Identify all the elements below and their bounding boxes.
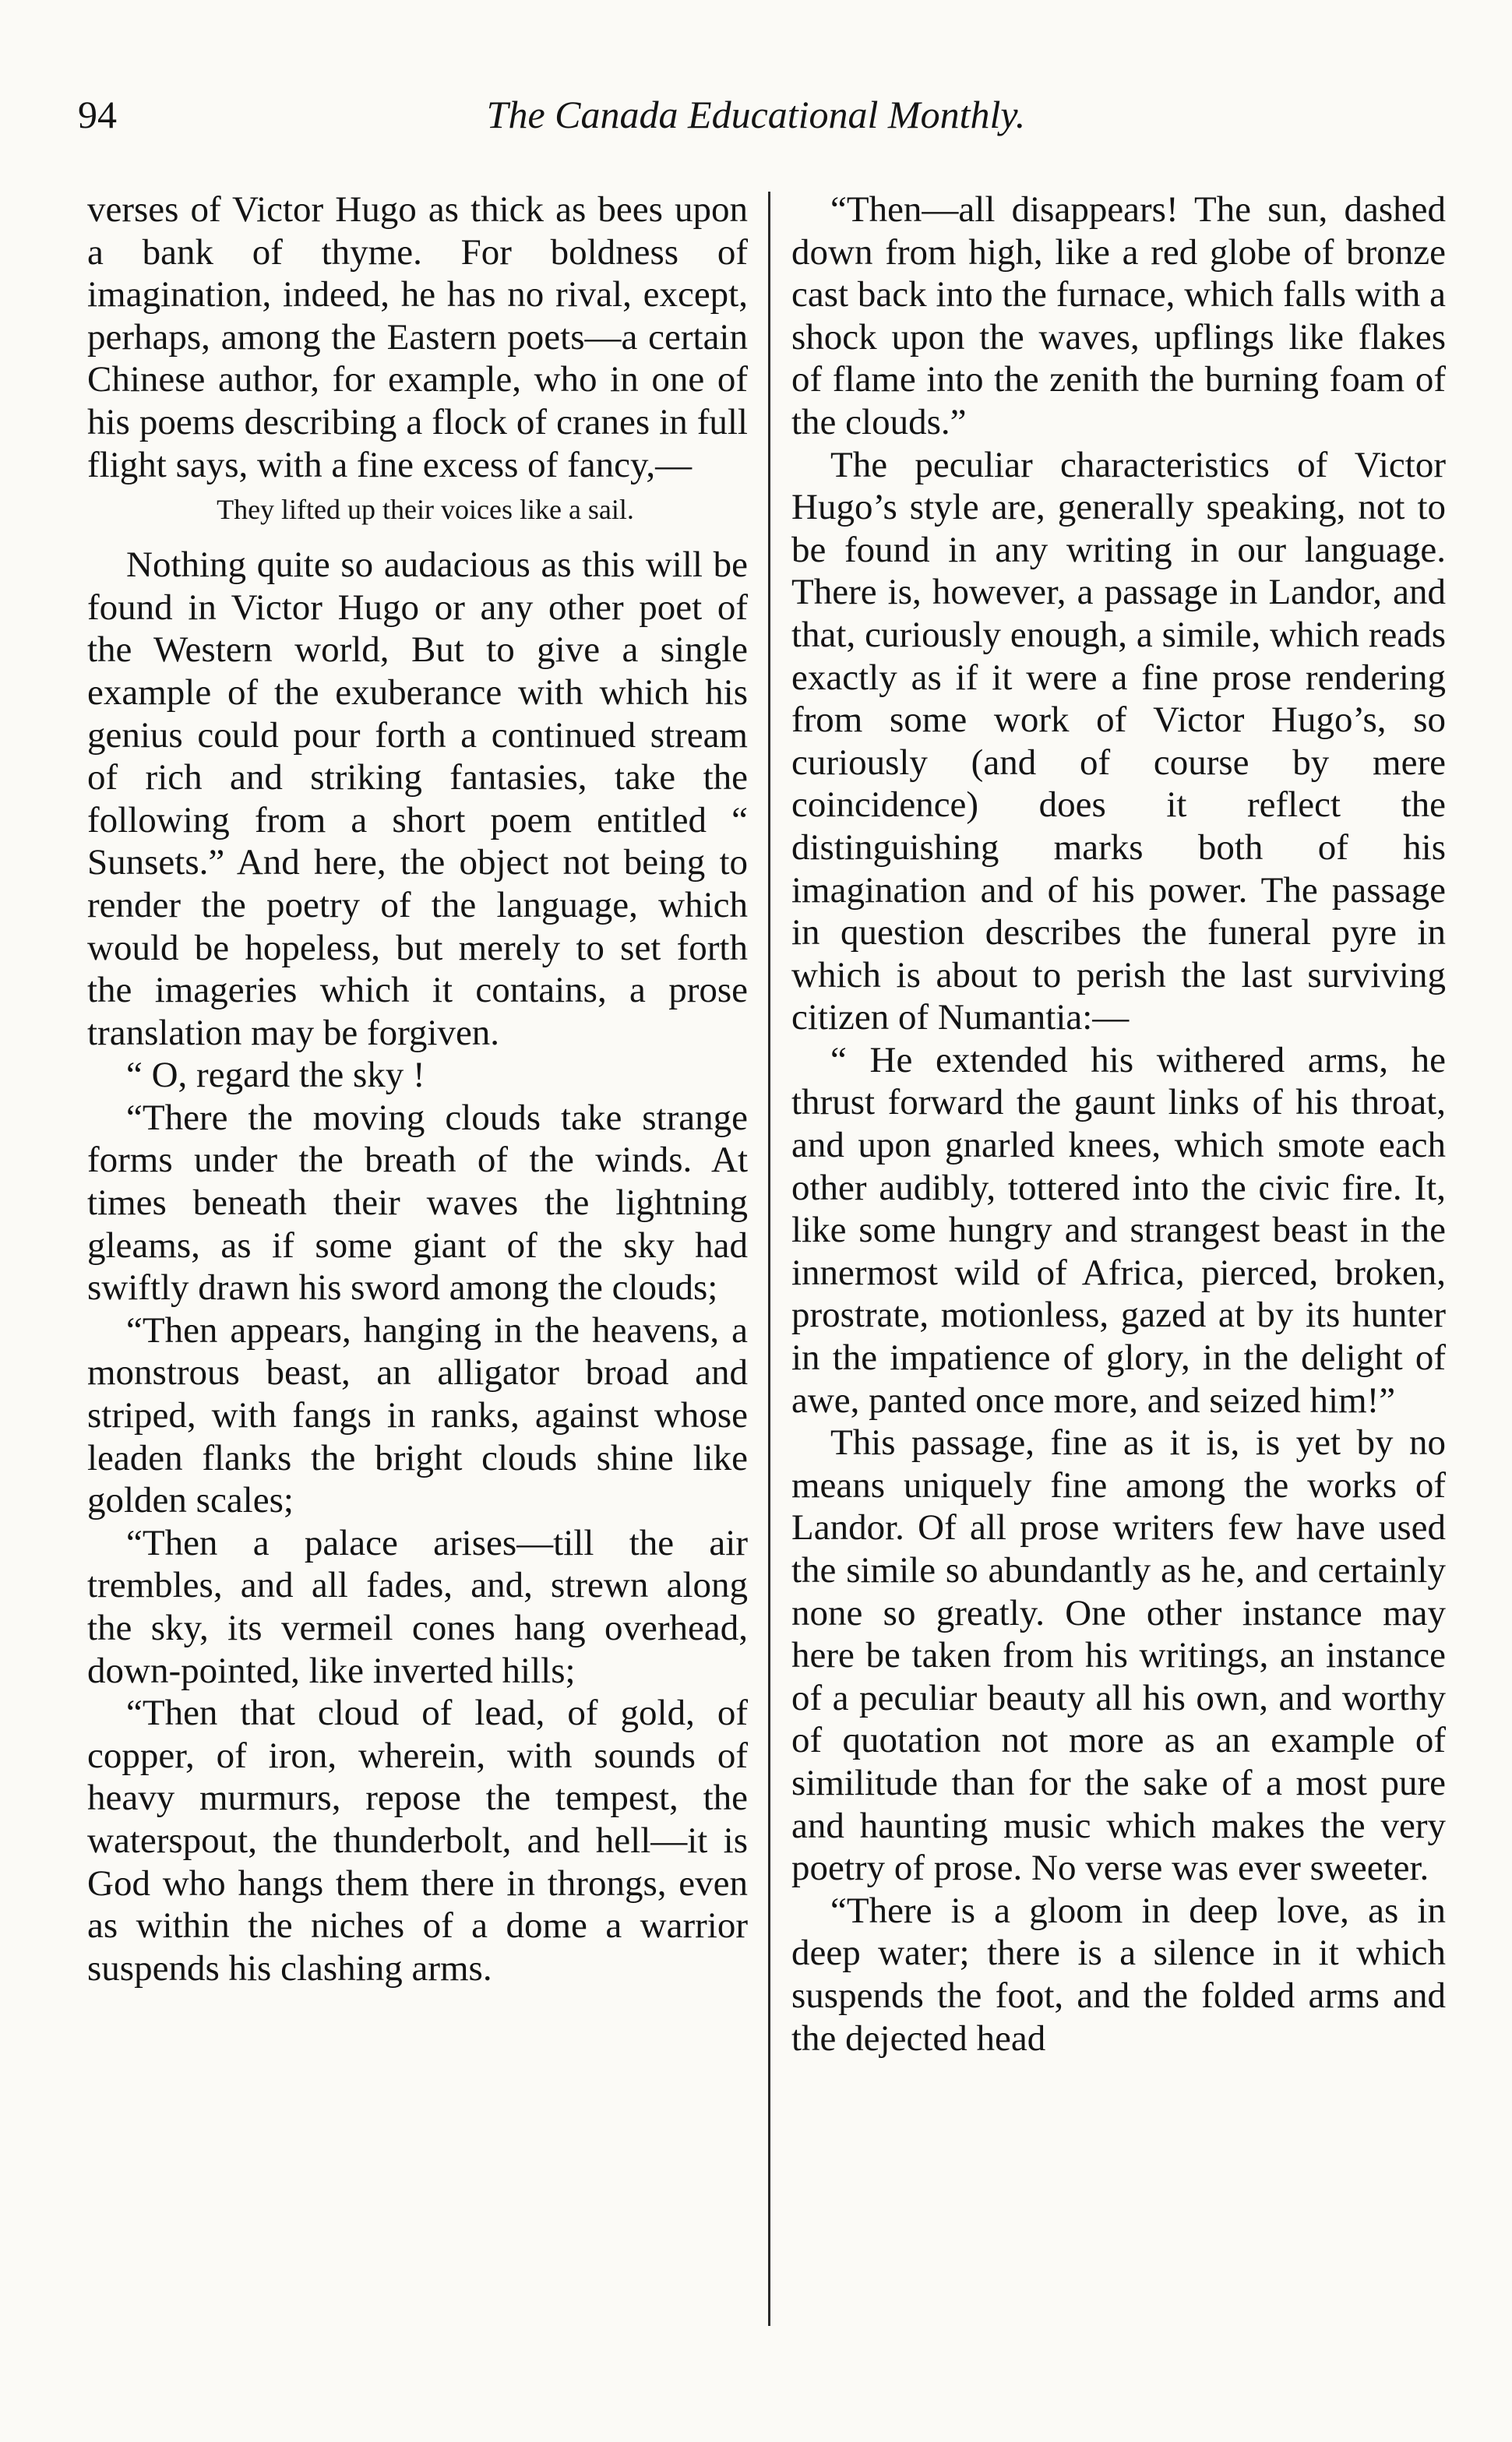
paragraph: “Then—all disappears! The sun, dashed down from high, like a red globe of bronze cast back into the furnace, which falls with a shock upon the waves, upflings like flakes of flame into the zenith the burning foam of the clouds.” xyxy=(791,189,1446,442)
right-column xyxy=(791,189,1446,2060)
paragraph: “There the moving clouds take strange forms under the breath of the winds. At times beneath their waves the lightning gleams, as if some giant of the sky had swiftly drawn his sword among the clouds; xyxy=(87,1097,748,1309)
paragraph: The peculiar characteristics of Victor Hugo’s style are, generally speaking, not to be found in any writing in our language. There is, however, a passage in Landor, and that, curiously enough, a simile, which reads exactly as if it were a fine prose rendering from some work of Victor Hugo’s, so curiously (and of course by mere coincidence) does it reflect the distinguishing marks both of his imagination and of his power. The passage in question describes the funeral pyre in which is about to perish the last surviving citizen of Numantia:— xyxy=(791,444,1446,1038)
paragraph: “There is a gloom in deep love, as in deep water; there is a silence in it which suspends the foot, and the folded arms and the dejected head xyxy=(791,1890,1446,2059)
paragraph: verses of Victor Hugo as thick as bees upon a bank of thyme. For boldness of imagination, indeed, he has no rival, except, perhaps, among the Eastern poets—a certain Chinese author, for example, who in one of his poems describing a flock of cranes in full flight says, with a fine excess of fancy,— xyxy=(87,189,748,485)
left-column xyxy=(87,189,748,1989)
paragraph: Nothing quite so audacious as this will be found in Victor Hugo or any other poet of the Western world, But to give a single example of the exuberance with which his genius could pour forth a continued stream of rich and striking fantasies, take the following from a short poem entitled “ Sunsets.” And here, the object not being to render the poetry of the language, which would be hopeless, but merely to set forth the imageries which it contains, a prose translation may be forgiven. xyxy=(87,544,748,1053)
column-divider xyxy=(768,192,770,2326)
page-number: 94 xyxy=(78,93,117,136)
paragraph: This passage, fine as it is, is yet by no means uniquely fine among the works of Landor. Of all prose writers few have used the simile so abundantly as he, and certainly none so greatly. One other instance may here be taken from his writings, an instance of a peculiar beauty all his own, and worthy of quotation not more as an example of similitude than for the sake of a most pure and haunting music which makes the very poetry of prose. No verse was ever sweeter. xyxy=(791,1422,1446,1889)
paragraph: “Then that cloud of lead, of gold, of copper, of iron, wherein, with sounds of heavy murmurs, repose the tempest, the waterspout, the thunderbolt, and hell—it is God who hangs them there in throngs, even as within the niches of a dome a warrior suspends his clashing arms. xyxy=(87,1693,748,1989)
paragraph: “Then a palace arises—till the air trembles, and all fades, and, strewn along the sky, its vermeil cones hang overhead, down-pointed, like inverted hills; xyxy=(87,1522,748,1691)
block-quote: They lifted up their voices like a sail. xyxy=(217,494,634,526)
paragraph: “ He extended his withered arms, he thrust forward the gaunt links of his throat, and upon gnarled knees, which smote each other audibly, tottered into the civic fire. It, like some hungry and strangest beast in the innermost wild of Africa, pierced, broken, prostrate, motionless, gazed at by its hunter in the impatience of glory, in the delight of awe, panted once more, and seized him!” xyxy=(791,1039,1446,1421)
paragraph: “Then appears, hanging in the heavens, a monstrous beast, an alligator broad and striped, with fangs in ranks, against whose leaden flanks the bright clouds shine like golden scales; xyxy=(87,1309,748,1521)
running-title: The Canada Educational Monthly. xyxy=(486,93,1026,136)
page-header xyxy=(0,92,1512,162)
paragraph: “ O, regard the sky ! xyxy=(126,1055,425,1096)
